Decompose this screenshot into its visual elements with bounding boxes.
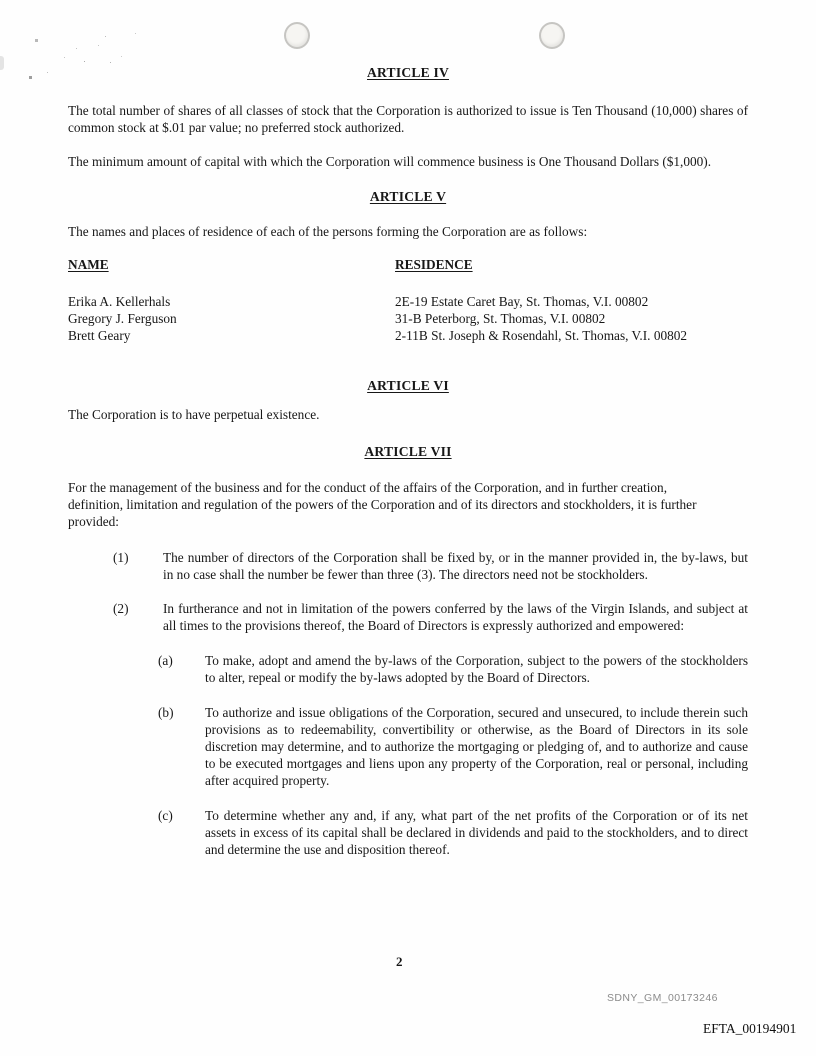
item-2c-marker: (c): [158, 808, 173, 823]
name-column-header: [68, 256, 395, 273]
residence-header-text: RESIDENCE: [395, 257, 473, 272]
article-vii-heading-text: ARTICLE VII: [364, 444, 452, 459]
scan-edge-smudge: [0, 56, 4, 70]
item-1-marker: (1): [113, 550, 129, 565]
incorporator-name: Gregory J. Ferguson: [68, 311, 177, 326]
item-2a-text: To make, adopt and amend the by-laws of the Corporation, subject to the powers of the stockholders to alter, repeal or modify the by-laws adopted by the Board of Directors.: [205, 653, 748, 685]
residence-table-rows: [68, 293, 748, 344]
article-iv-paragraph-1: The total number of shares of all classes of stock that the Corporation is authorized to issue is Ten Thousand (10,000) shares of common stock at $.01 par value; no preferred stock authorized.: [68, 103, 748, 135]
item-1-text: The number of directors of the Corporation shall be fixed by, or in the manner provided in, the by-laws, but in no case shall the number be fewer than three (3). The directors need not be stockholders.: [163, 550, 748, 582]
residence-column-header: [395, 256, 748, 273]
list-item-1: [68, 549, 748, 583]
incorporator-residence: 31-B Peterborg, St. Thomas, V.I. 00802: [395, 311, 606, 326]
document-body: [68, 64, 748, 858]
article-iv-heading-text: ARTICLE IV: [367, 65, 449, 80]
list-item-2a: [68, 652, 748, 686]
table-row: [68, 293, 748, 310]
article-v-heading: [68, 188, 748, 205]
table-row: [68, 327, 748, 344]
article-v-heading-text: ARTICLE V: [369, 189, 447, 204]
item-2a-marker: (a): [158, 653, 173, 668]
item-2b-marker: (b): [158, 705, 174, 720]
article-vii-intro: For the management of the business and for the conduct of the affairs of the Corporation, and in further creation, definition, limitation and regulation of the powers of the Corporation and of its directors and stockholders, it is further provided:: [68, 480, 697, 529]
incorporator-name: Erika A. Kellerhals: [68, 294, 171, 309]
item-2-text: In furtherance and not in limitation of the powers conferred by the laws of the Virgin Islands, and subject at all times to the provisions thereof, the Board of Directors is expressly authorized and empowered:: [163, 601, 748, 633]
hole-punch-left: [284, 22, 310, 49]
article-vii-heading: [68, 443, 748, 460]
bates-stamp-efta: EFTA_00194901: [703, 1021, 797, 1036]
table-row: [68, 310, 748, 327]
article-vi-heading: [68, 377, 748, 394]
article-vi-body: The Corporation is to have perpetual existence.: [68, 407, 320, 422]
article-vi-heading-text: ARTICLE VI: [367, 378, 449, 393]
item-2b-text: To authorize and issue obligations of the Corporation, secured and unsecured, to include therein such provisions as to redeemability, convertibility or otherwise, as the Board of Directors in its sole discretion may determine, and to authorize the mortgaging or pledging of, and to authorize and cause to be executed mortgages and liens upon any property of the Corporation, real or personal, including after acquired property.: [205, 705, 748, 788]
article-iv-heading: [68, 64, 748, 81]
scan-speckles: [0, 0, 1, 1]
article-v-intro: The names and places of residence of each of the persons forming the Corporation are as follows:: [68, 224, 588, 239]
residence-table-header: [68, 256, 748, 273]
hole-punch-right: [539, 22, 565, 49]
incorporator-residence: 2E-19 Estate Caret Bay, St. Thomas, V.I. 00802: [395, 294, 649, 309]
list-item-2: [68, 600, 748, 634]
item-2-marker: (2): [113, 601, 129, 616]
list-item-2c: [68, 807, 748, 858]
name-header-text: NAME: [68, 257, 109, 272]
bates-stamp-sdny: SDNY_GM_00173246: [607, 992, 718, 1004]
incorporator-residence: 2-11B St. Joseph & Rosendahl, St. Thomas, V.I. 00802: [395, 328, 688, 343]
item-2c-text: To determine whether any and, if any, what part of the net profits of the Corporation or of its net assets in excess of its capital shall be declared in dividends and paid to the stockholders, and to direct and determine the use and disposition thereof.: [205, 808, 748, 857]
page-number: 2: [396, 954, 403, 969]
list-item-2b: [68, 704, 748, 789]
article-iv-paragraph-2: The minimum amount of capital with which the Corporation will commence business is One Thousand Dollars ($1,000).: [68, 154, 712, 169]
incorporator-name: Brett Geary: [68, 328, 131, 343]
